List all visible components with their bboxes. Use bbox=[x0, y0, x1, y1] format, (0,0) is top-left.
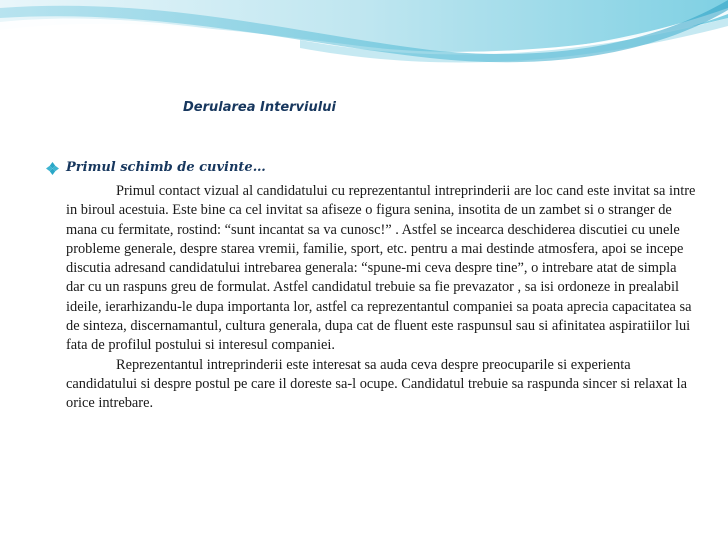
bullet-heading: Primul schimb de cuvinte… bbox=[66, 160, 266, 175]
decorative-wave-header bbox=[0, 0, 728, 75]
paragraph-1: Primul contact vizual al candidatului cu reprezentantul intreprinderii are loc cand este invitat sa intre in biroul acestuia. Este bine ca cel invitat sa afiseze o figura senina, insotita de un zambet si o stranger de mana cu fermitate, rostind: “sunt incantat sa va cunosc!” . Astfel se incearca deschiderea discutiei cu unele probleme generale, despre starea vremii, familie, sport, etc. pentru a mai destinde atmosfera, apoi se incepe discutia adresand candidatului intrebarea generala: “spune-mi ceva despre tine”, o intrebare atat de simpla dar cu un raspuns greu de formulat. Astfel candidatul trebuie sa fie prevazator , sa isi ordoneze in prealabil ideile, ierarhizandu-le dupa importanta lor, astfel ca reprezentantul companiei sa poata aprecia capacitatea sa de sinteza, discernamantul, cultura generala, dupa cat de fluent este raspunsul sau si afinitatea aspiratiilor lui fata de profilul postului si interesul companiei. bbox=[66, 183, 696, 354]
body-text bbox=[66, 182, 696, 414]
diamond-bullet-icon bbox=[46, 162, 59, 175]
paragraph-2: Reprezentantul intreprinderii este interesat sa auda ceva despre preocuparile si experienta candidatului si despre postul pe care il doreste sa-l ocupe. Candidatul trebuie sa raspunda sincer si relaxat la orice intrebare. bbox=[66, 356, 687, 412]
slide-title: Derularea Interviului bbox=[183, 100, 336, 115]
